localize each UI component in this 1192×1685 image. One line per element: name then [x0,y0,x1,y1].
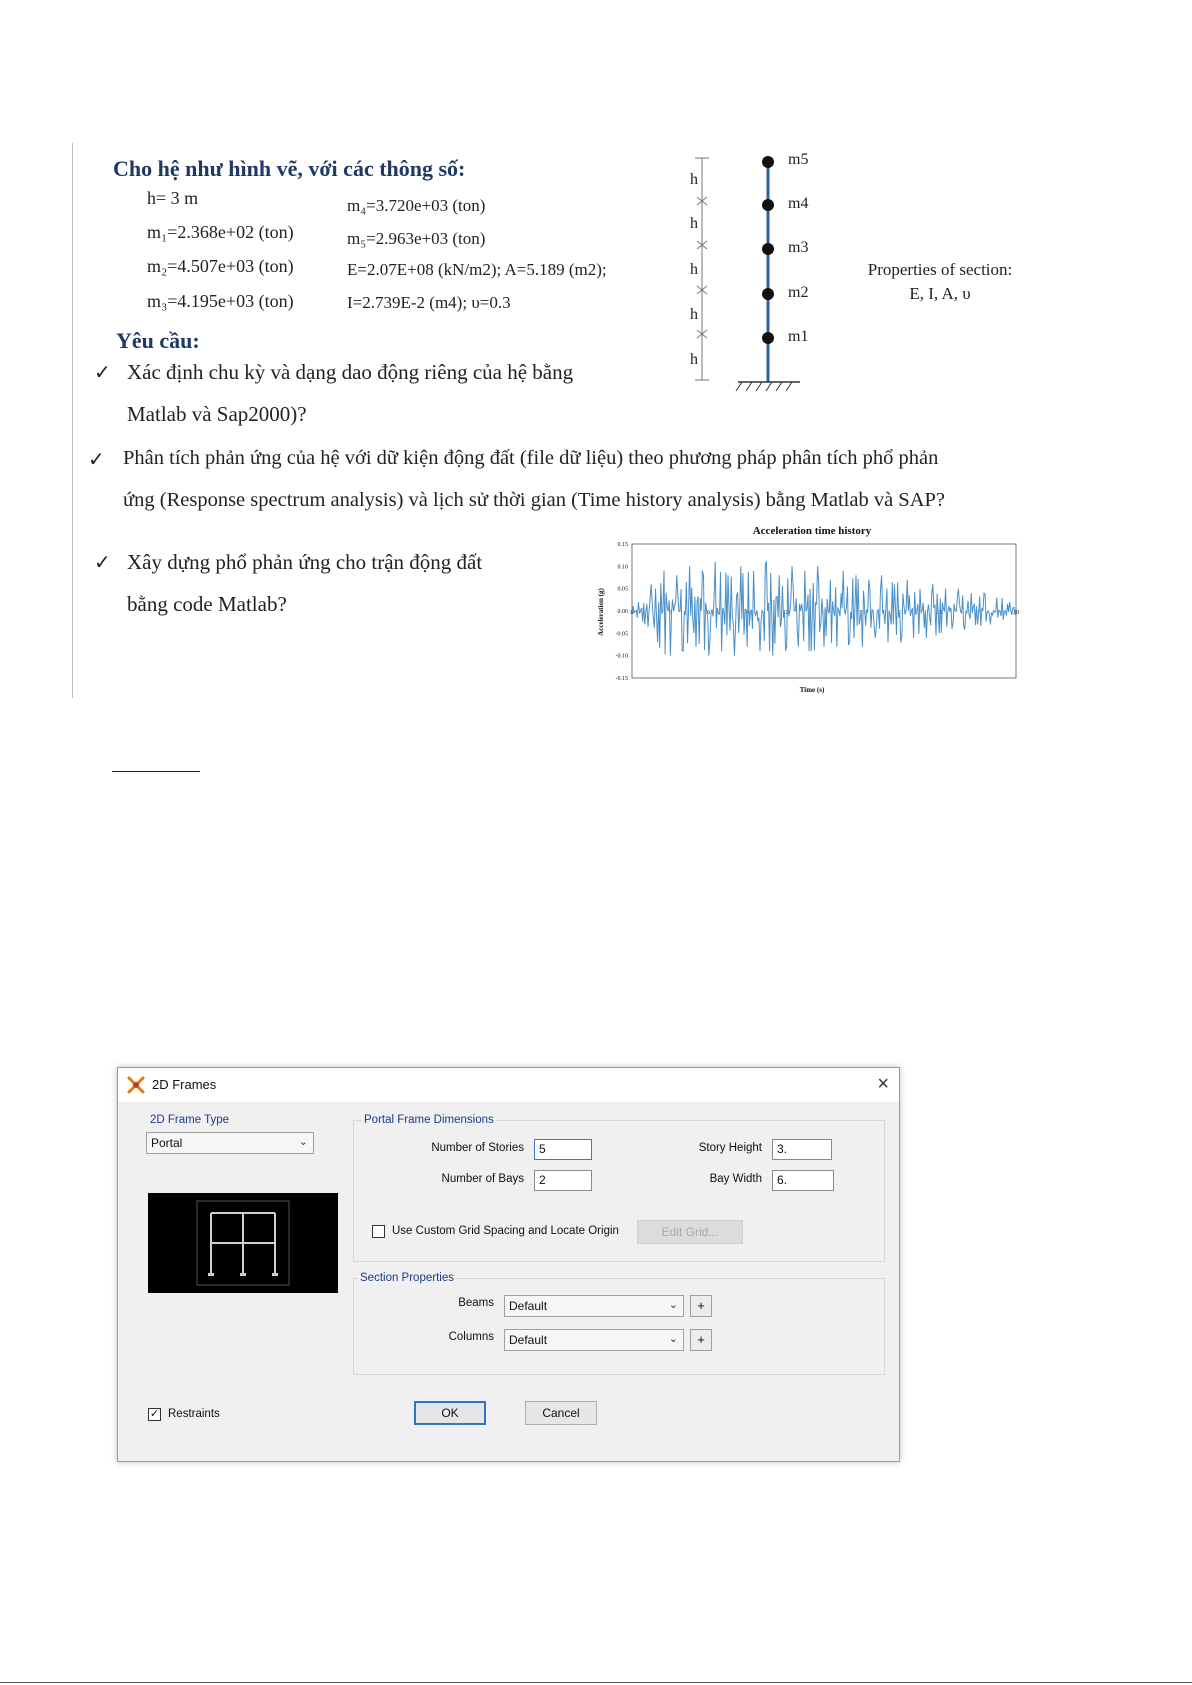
acceleration-chart [594,522,1024,694]
y-tick-label: -0.05 [615,631,628,638]
y-tick-label: -0.10 [615,653,628,660]
structure-diagram [680,150,840,400]
mass-node [762,288,774,300]
y-tick-label: 0.00 [617,609,628,615]
bays-label: Number of Bays [441,1173,524,1185]
section-label-line2: E, I, A, υ [909,284,971,303]
check-icon: ✓ [88,449,105,471]
columns-value: Default [509,1333,548,1347]
bays-input[interactable]: 2 [534,1170,592,1191]
mass-node [762,332,774,344]
beams-select[interactable] [504,1295,684,1317]
req3-line2: bằng code Matlab? [127,592,287,616]
columns-label: Columns [448,1331,494,1343]
frame-type-select[interactable] [146,1132,314,1154]
sap-app-icon [127,1076,145,1094]
mass-label-m2: m2 [788,284,809,301]
mass-node [762,156,774,168]
stories-label: Number of Stories [431,1142,524,1154]
req1-line1: Xác định chu kỳ và dạng dao động riêng của hệ bằng [127,360,574,384]
param-m5: m₅=2.963e+03 (ton) [347,229,486,248]
x-tick-label: 21 [897,610,904,616]
x-tick-label: 12 [782,610,789,616]
y-tick-label: 0.05 [617,586,628,593]
close-icon[interactable]: × [877,1073,889,1095]
mass-label-m5: m5 [788,151,809,168]
x-axis-label: Time (s) [799,686,825,694]
dialog-title: 2D Frames [152,1077,217,1092]
req3-line1: Xây dựng phổ phản ứng cho trận động đất [127,550,483,574]
margin-bar [72,143,73,698]
beams-label: Beams [458,1297,494,1309]
x-tick-label: 18 [859,610,866,616]
x-tick-label: 3 [668,610,672,616]
mass-node [762,199,774,211]
y-axis-label: Acceleration (g) [597,588,605,636]
check-icon: ✓ [94,552,111,574]
frame-preview [148,1193,338,1293]
story-height-label: Story Height [698,1142,762,1154]
section-properties-label: Section Properties [360,1272,454,1284]
y-tick-label: 0.15 [617,542,628,548]
bay-width-input[interactable]: 6. [772,1170,834,1191]
custom-grid-label: Use Custom Grid Spacing and Locate Origin [392,1225,619,1237]
h-label-4: h [690,306,698,323]
h-label-1: h [690,171,698,188]
page-bottom-rule [0,1682,1192,1683]
section-label-line1: Properties of section: [867,260,1013,279]
ok-button[interactable]: OK [414,1401,486,1425]
dialog-titlebar [118,1068,899,1102]
columns-select[interactable] [504,1329,684,1351]
requirements-heading: Yêu cầu: [116,328,200,353]
cancel-button[interactable]: Cancel [525,1401,597,1425]
columns-add-button[interactable]: + [690,1329,712,1351]
h-label-3: h [690,261,698,278]
dimensions-label: Portal Frame Dimensions [364,1114,494,1126]
param-m1: m₁=2.368e+02 (ton) [147,222,294,242]
h-label-2: h [690,215,698,232]
frames-dialog [117,1067,900,1462]
param-m3: m₃=4.195e+03 (ton) [147,291,294,311]
section-properties-label [840,258,1040,306]
mass-label-m1: m1 [788,328,809,345]
story-height-input[interactable]: 3. [772,1139,832,1160]
check-icon: ✓ [94,362,111,384]
x-tick-label: 30 [1013,610,1019,616]
restraints-checkbox[interactable]: ✓ [149,1408,160,1420]
h-label-5: h [690,351,698,368]
param-e-a: E=2.07E+08 (kN/m2); A=5.189 (m2); [347,260,607,279]
divider [112,771,200,772]
param-m2: m₂=4.507e+03 (ton) [147,256,294,276]
section-properties-group [353,1272,885,1375]
mass-label-m4: m4 [788,195,809,212]
stories-input[interactable]: 5 [534,1139,592,1160]
frame-type-label: 2D Frame Type [150,1114,230,1126]
chevron-down-icon: ⌄ [668,1299,678,1311]
y-tick-label: 0.10 [617,564,628,571]
mass-label-m3: m3 [788,239,809,256]
x-tick-label: 27 [974,610,981,616]
bay-width-label: Bay Width [709,1173,762,1185]
problem-heading: Cho hệ như hình vẽ, với các thông số: [113,156,466,181]
y-tick-label: -0.15 [615,676,628,682]
param-i-nu: I=2.739E-2 (m4); υ=0.3 [347,293,511,312]
beams-value: Default [509,1299,548,1313]
beams-add-button[interactable]: + [690,1295,712,1317]
chevron-down-icon: ⌄ [298,1136,308,1148]
req2-line1: Phân tích phản ứng của hệ với dữ kiện động đất (file dữ liệu) theo phương pháp phân tích phổ phản [123,447,939,469]
chevron-down-icon: ⌄ [668,1333,678,1345]
x-tick-label: 9 [745,610,749,616]
x-tick-label: 6 [707,610,711,616]
chart-title: Acceleration time history [752,525,872,537]
portal-frame-preview [148,1193,338,1293]
series-line-acceleration [632,562,1016,656]
mass-node [762,243,774,255]
custom-grid-checkbox[interactable] [372,1225,385,1238]
frame-type-value: Portal [151,1136,183,1150]
x-tick-label: 0 [630,610,634,616]
restraints-label: Restraints [168,1408,220,1420]
edit-grid-button[interactable]: Edit Grid... [637,1220,743,1244]
frame-type-group [140,1114,340,1180]
x-tick-label: 15 [821,610,827,616]
param-m4: m₄=3.720e+03 (ton) [347,196,486,215]
x-tick-label: 24 [936,610,943,616]
param-h: h= 3 m [147,188,199,208]
req1-line2: Matlab và Sap2000)? [127,402,307,426]
req2-line2: ứng (Response spectrum analysis) và lịch sử thời gian (Time history analysis) bằng Matlab và SAP? [123,489,946,511]
dimensions-group [353,1114,885,1262]
